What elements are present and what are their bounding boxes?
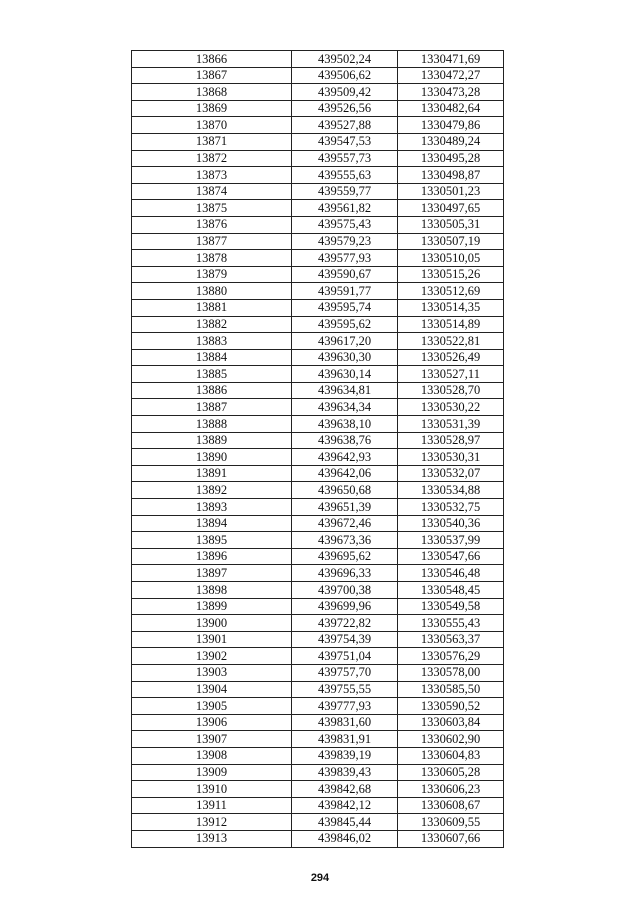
x-coordinate-cell: 439579,23 [292, 233, 398, 250]
y-coordinate-cell: 1330576,29 [398, 648, 504, 665]
x-coordinate-cell: 439642,06 [292, 465, 398, 482]
table-row [132, 349, 504, 366]
y-coordinate-cell: 1330507,19 [398, 233, 504, 250]
point-number-cell: 13889 [132, 432, 292, 449]
table-row [132, 250, 504, 267]
point-number-cell: 13871 [132, 133, 292, 150]
y-coordinate-cell: 1330555,43 [398, 615, 504, 632]
y-coordinate-cell: 1330472,27 [398, 67, 504, 84]
y-coordinate-cell: 1330602,90 [398, 731, 504, 748]
point-number-cell: 13877 [132, 233, 292, 250]
table-row [132, 515, 504, 532]
table-row [132, 100, 504, 117]
table-row [132, 183, 504, 200]
y-coordinate-cell: 1330512,69 [398, 283, 504, 300]
point-number-cell: 13881 [132, 299, 292, 316]
point-number-cell: 13882 [132, 316, 292, 333]
point-number-cell: 13867 [132, 67, 292, 84]
y-coordinate-cell: 1330532,75 [398, 499, 504, 516]
x-coordinate-cell: 439673,36 [292, 532, 398, 549]
point-number-cell: 13886 [132, 382, 292, 399]
table-row [132, 200, 504, 217]
table-row [132, 698, 504, 715]
x-coordinate-cell: 439555,63 [292, 167, 398, 184]
x-coordinate-cell: 439699,96 [292, 598, 398, 615]
point-number-cell: 13904 [132, 681, 292, 698]
table-row [132, 84, 504, 101]
table-row [132, 830, 504, 847]
x-coordinate-cell: 439695,62 [292, 548, 398, 565]
y-coordinate-cell: 1330531,39 [398, 416, 504, 433]
table-row [132, 399, 504, 416]
y-coordinate-cell: 1330515,26 [398, 266, 504, 283]
point-number-cell: 13913 [132, 830, 292, 847]
y-coordinate-cell: 1330608,67 [398, 797, 504, 814]
y-coordinate-cell: 1330473,28 [398, 84, 504, 101]
y-coordinate-cell: 1330527,11 [398, 366, 504, 383]
table-row [132, 366, 504, 383]
x-coordinate-cell: 439777,93 [292, 698, 398, 715]
table-row [132, 797, 504, 814]
table-row [132, 582, 504, 599]
x-coordinate-cell: 439575,43 [292, 216, 398, 233]
x-coordinate-cell: 439526,56 [292, 100, 398, 117]
y-coordinate-cell: 1330497,65 [398, 200, 504, 217]
table-row [132, 532, 504, 549]
y-coordinate-cell: 1330546,48 [398, 565, 504, 582]
point-number-cell: 13874 [132, 183, 292, 200]
x-coordinate-cell: 439831,60 [292, 714, 398, 731]
point-number-cell: 13912 [132, 814, 292, 831]
table-row [132, 598, 504, 615]
x-coordinate-cell: 439577,93 [292, 250, 398, 267]
y-coordinate-cell: 1330526,49 [398, 349, 504, 366]
y-coordinate-cell: 1330505,31 [398, 216, 504, 233]
y-coordinate-cell: 1330528,97 [398, 432, 504, 449]
page-number: 294 [310, 872, 330, 884]
point-number-cell: 13902 [132, 648, 292, 665]
table-row [132, 316, 504, 333]
x-coordinate-cell: 439638,76 [292, 432, 398, 449]
point-number-cell: 13911 [132, 797, 292, 814]
point-number-cell: 13910 [132, 781, 292, 798]
table-row [132, 283, 504, 300]
table-row [132, 465, 504, 482]
y-coordinate-cell: 1330532,07 [398, 465, 504, 482]
y-coordinate-cell: 1330548,45 [398, 582, 504, 599]
y-coordinate-cell: 1330501,23 [398, 183, 504, 200]
table-row [132, 416, 504, 433]
coordinates-table-body [132, 51, 504, 848]
point-number-cell: 13887 [132, 399, 292, 416]
x-coordinate-cell: 439557,73 [292, 150, 398, 167]
y-coordinate-cell: 1330549,58 [398, 598, 504, 615]
point-number-cell: 13900 [132, 615, 292, 632]
x-coordinate-cell: 439638,10 [292, 416, 398, 433]
table-row [132, 781, 504, 798]
x-coordinate-cell: 439617,20 [292, 333, 398, 350]
point-number-cell: 13870 [132, 117, 292, 134]
table-row [132, 216, 504, 233]
y-coordinate-cell: 1330609,55 [398, 814, 504, 831]
table-row [132, 299, 504, 316]
x-coordinate-cell: 439700,38 [292, 582, 398, 599]
table-row [132, 548, 504, 565]
table-row [132, 499, 504, 516]
y-coordinate-cell: 1330528,70 [398, 382, 504, 399]
y-coordinate-cell: 1330605,28 [398, 764, 504, 781]
y-coordinate-cell: 1330471,69 [398, 51, 504, 68]
x-coordinate-cell: 439839,19 [292, 747, 398, 764]
y-coordinate-cell: 1330607,66 [398, 830, 504, 847]
x-coordinate-cell: 439672,46 [292, 515, 398, 532]
point-number-cell: 13901 [132, 631, 292, 648]
point-number-cell: 13890 [132, 449, 292, 466]
table-row [132, 664, 504, 681]
table-row [132, 233, 504, 250]
table-row [132, 482, 504, 499]
point-number-cell: 13866 [132, 51, 292, 68]
table-row [132, 615, 504, 632]
y-coordinate-cell: 1330585,50 [398, 681, 504, 698]
y-coordinate-cell: 1330563,37 [398, 631, 504, 648]
x-coordinate-cell: 439751,04 [292, 648, 398, 665]
table-row [132, 167, 504, 184]
y-coordinate-cell: 1330534,88 [398, 482, 504, 499]
x-coordinate-cell: 439547,53 [292, 133, 398, 150]
x-coordinate-cell: 439561,82 [292, 200, 398, 217]
point-number-cell: 13899 [132, 598, 292, 615]
x-coordinate-cell: 439502,24 [292, 51, 398, 68]
y-coordinate-cell: 1330547,66 [398, 548, 504, 565]
x-coordinate-cell: 439696,33 [292, 565, 398, 582]
y-coordinate-cell: 1330540,36 [398, 515, 504, 532]
y-coordinate-cell: 1330604,83 [398, 747, 504, 764]
point-number-cell: 13880 [132, 283, 292, 300]
table-row [132, 681, 504, 698]
y-coordinate-cell: 1330530,22 [398, 399, 504, 416]
y-coordinate-cell: 1330514,89 [398, 316, 504, 333]
x-coordinate-cell: 439846,02 [292, 830, 398, 847]
x-coordinate-cell: 439845,44 [292, 814, 398, 831]
point-number-cell: 13907 [132, 731, 292, 748]
x-coordinate-cell: 439509,42 [292, 84, 398, 101]
table-row [132, 150, 504, 167]
x-coordinate-cell: 439630,14 [292, 366, 398, 383]
x-coordinate-cell: 439595,62 [292, 316, 398, 333]
y-coordinate-cell: 1330530,31 [398, 449, 504, 466]
x-coordinate-cell: 439559,77 [292, 183, 398, 200]
x-coordinate-cell: 439642,93 [292, 449, 398, 466]
point-number-cell: 13868 [132, 84, 292, 101]
table-row [132, 814, 504, 831]
x-coordinate-cell: 439831,91 [292, 731, 398, 748]
table-row [132, 631, 504, 648]
x-coordinate-cell: 439634,34 [292, 399, 398, 416]
point-number-cell: 13898 [132, 582, 292, 599]
table-row [132, 449, 504, 466]
point-number-cell: 13879 [132, 266, 292, 283]
y-coordinate-cell: 1330514,35 [398, 299, 504, 316]
point-number-cell: 13875 [132, 200, 292, 217]
x-coordinate-cell: 439527,88 [292, 117, 398, 134]
x-coordinate-cell: 439722,82 [292, 615, 398, 632]
point-number-cell: 13873 [132, 167, 292, 184]
table-row [132, 432, 504, 449]
point-number-cell: 13878 [132, 250, 292, 267]
point-number-cell: 13884 [132, 349, 292, 366]
table-row [132, 747, 504, 764]
y-coordinate-cell: 1330578,00 [398, 664, 504, 681]
point-number-cell: 13869 [132, 100, 292, 117]
y-coordinate-cell: 1330482,64 [398, 100, 504, 117]
point-number-cell: 13897 [132, 565, 292, 582]
point-number-cell: 13906 [132, 714, 292, 731]
point-number-cell: 13885 [132, 366, 292, 383]
table-row [132, 714, 504, 731]
y-coordinate-cell: 1330498,87 [398, 167, 504, 184]
table-row [132, 648, 504, 665]
point-number-cell: 13909 [132, 764, 292, 781]
x-coordinate-cell: 439651,39 [292, 499, 398, 516]
x-coordinate-cell: 439634,81 [292, 382, 398, 399]
table-row [132, 333, 504, 350]
point-number-cell: 13905 [132, 698, 292, 715]
y-coordinate-cell: 1330510,05 [398, 250, 504, 267]
point-number-cell: 13908 [132, 747, 292, 764]
point-number-cell: 13895 [132, 532, 292, 549]
x-coordinate-cell: 439754,39 [292, 631, 398, 648]
x-coordinate-cell: 439591,77 [292, 283, 398, 300]
x-coordinate-cell: 439842,12 [292, 797, 398, 814]
point-number-cell: 13892 [132, 482, 292, 499]
point-number-cell: 13888 [132, 416, 292, 433]
x-coordinate-cell: 439650,68 [292, 482, 398, 499]
point-number-cell: 13883 [132, 333, 292, 350]
x-coordinate-cell: 439757,70 [292, 664, 398, 681]
table-row [132, 266, 504, 283]
table-row [132, 117, 504, 134]
point-number-cell: 13894 [132, 515, 292, 532]
x-coordinate-cell: 439506,62 [292, 67, 398, 84]
y-coordinate-cell: 1330537,99 [398, 532, 504, 549]
point-number-cell: 13893 [132, 499, 292, 516]
y-coordinate-cell: 1330522,81 [398, 333, 504, 350]
point-number-cell: 13876 [132, 216, 292, 233]
y-coordinate-cell: 1330590,52 [398, 698, 504, 715]
y-coordinate-cell: 1330606,23 [398, 781, 504, 798]
x-coordinate-cell: 439590,67 [292, 266, 398, 283]
table-row [132, 565, 504, 582]
y-coordinate-cell: 1330603,84 [398, 714, 504, 731]
y-coordinate-cell: 1330489,24 [398, 133, 504, 150]
table-row [132, 67, 504, 84]
table-row [132, 764, 504, 781]
table-row [132, 51, 504, 68]
coordinates-table [131, 50, 504, 848]
x-coordinate-cell: 439839,43 [292, 764, 398, 781]
table-row [132, 731, 504, 748]
point-number-cell: 13896 [132, 548, 292, 565]
point-number-cell: 13903 [132, 664, 292, 681]
table-row [132, 382, 504, 399]
x-coordinate-cell: 439630,30 [292, 349, 398, 366]
y-coordinate-cell: 1330495,28 [398, 150, 504, 167]
x-coordinate-cell: 439755,55 [292, 681, 398, 698]
x-coordinate-cell: 439595,74 [292, 299, 398, 316]
point-number-cell: 13891 [132, 465, 292, 482]
point-number-cell: 13872 [132, 150, 292, 167]
table-row [132, 133, 504, 150]
x-coordinate-cell: 439842,68 [292, 781, 398, 798]
y-coordinate-cell: 1330479,86 [398, 117, 504, 134]
